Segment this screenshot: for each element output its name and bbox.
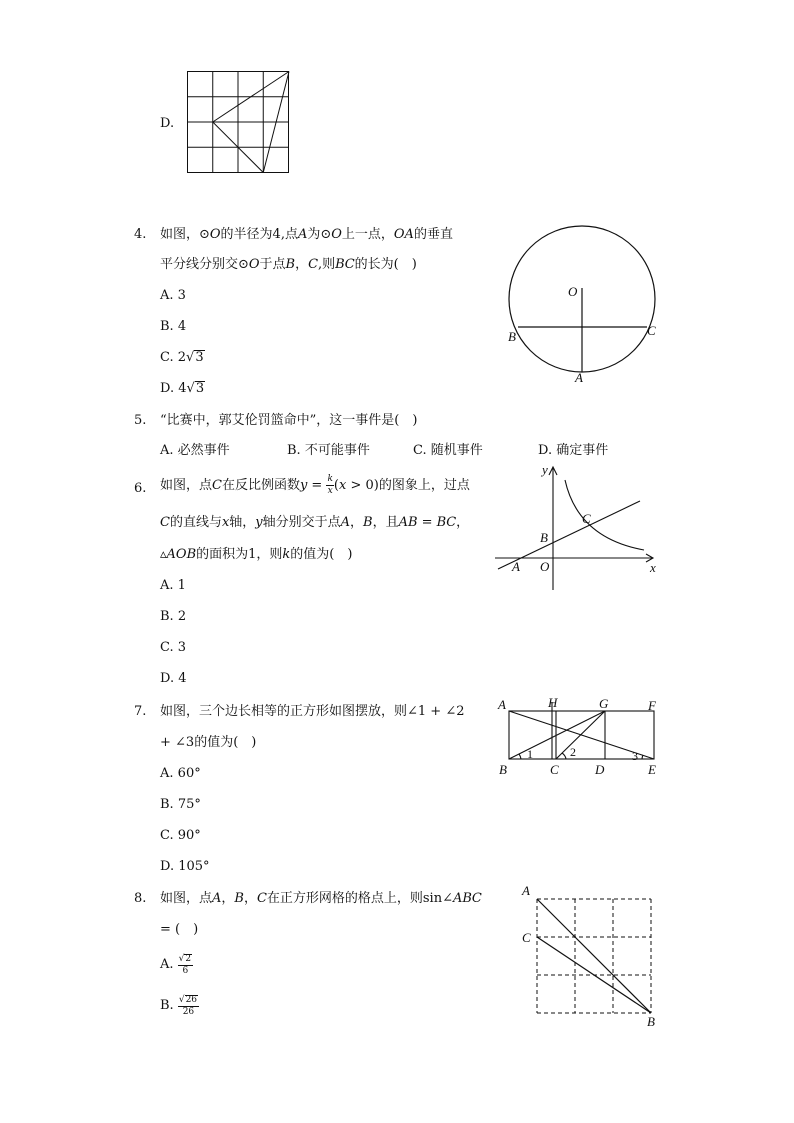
svg-text:2: 2 xyxy=(570,745,576,759)
svg-text:H: H xyxy=(548,695,558,710)
svg-text:O: O xyxy=(540,559,550,574)
q7-option-b: B. 75° xyxy=(160,797,201,812)
svg-text:x: x xyxy=(650,560,656,575)
svg-text:A: A xyxy=(498,697,506,712)
q8-stem-line1: 如图，点𝐴，𝐵，𝐶在正方形网格的格点上，则sin∠𝐴𝐵𝐶 xyxy=(160,891,482,906)
svg-text:y: y xyxy=(542,462,548,477)
q3-option-d-grid-figure xyxy=(187,71,290,174)
svg-text:E: E xyxy=(648,762,656,777)
q7-option-a: A. 60° xyxy=(160,766,201,781)
q7-squares-figure xyxy=(495,695,665,780)
q8-option-b: B. $\frac{√26}{26}$ xyxy=(160,994,198,1017)
svg-text:C: C xyxy=(550,762,559,777)
svg-text:B: B xyxy=(647,1014,655,1029)
svg-text:A: A xyxy=(575,370,583,385)
svg-text:1: 1 xyxy=(527,747,533,761)
q7-stem-line1: 如图，三个边长相等的正方形如图摆放，则∠1 + ∠2 xyxy=(160,704,465,719)
q4-stem-line2: 平分线分别交⊙𝑂于点𝐵，𝐶,则𝐵𝐶的长为( ) xyxy=(160,257,417,272)
q7-number: 7. xyxy=(134,704,147,719)
q8-option-a: A. $\frac{√2}{6}$ xyxy=(160,953,192,976)
svg-text:B: B xyxy=(508,329,516,344)
q7-stem-line2: + ∠3的值为( ) xyxy=(160,735,257,750)
q6-stem-line2: 𝐶的直线与𝑥轴，𝑦轴分别交于点𝐴，𝐵，且𝐴𝐵 = 𝐵𝐶， xyxy=(160,515,470,530)
svg-text:C: C xyxy=(522,930,531,945)
q6-stem-line3: ▵𝐴𝑂𝐵的面积为1，则𝑘的值为( ) xyxy=(160,547,353,562)
q5-option-d: D. 确定事件 xyxy=(538,443,609,458)
svg-text:C: C xyxy=(647,323,656,338)
q5-option-c: C. 随机事件 xyxy=(413,443,483,458)
svg-text:B: B xyxy=(499,762,507,777)
q5-option-b: B. 不可能事件 xyxy=(287,443,370,458)
q6-hyperbola-figure xyxy=(490,460,665,595)
q7-option-c: C. 90° xyxy=(160,828,201,843)
q6-option-a: A. 1 xyxy=(160,578,186,593)
q5-option-a: A. 必然事件 xyxy=(160,443,230,458)
svg-text:O: O xyxy=(568,284,578,299)
svg-text:B: B xyxy=(540,530,548,545)
q6-option-d: D. 4 xyxy=(160,671,187,686)
svg-text:A: A xyxy=(522,883,530,898)
svg-text:G: G xyxy=(599,696,609,711)
q4-number: 4. xyxy=(134,227,147,242)
q7-option-d: D. 105° xyxy=(160,859,210,874)
svg-text:A: A xyxy=(512,559,520,574)
svg-text:3: 3 xyxy=(632,749,638,763)
q6-option-b: B. 2 xyxy=(160,609,187,624)
q4-option-a: A. 3 xyxy=(160,288,186,303)
q3-option-d-label: D. xyxy=(160,116,175,131)
q6-fraction: $\frac{\text{𝑘}}{\text{𝑥}}$ xyxy=(327,474,333,496)
q4-option-d: D. 4√3 xyxy=(160,381,205,396)
q8-grid-figure xyxy=(515,880,665,1030)
svg-text:F: F xyxy=(648,698,656,713)
q6-option-c: C. 3 xyxy=(160,640,187,655)
q5-stem: “比赛中，郭艾伦罚篮命中”，这一事件是( ) xyxy=(160,413,418,428)
q6-number: 6. xyxy=(134,481,147,496)
q4-stem-line1: 如图，⊙𝑂的半径为4,点𝐴为⊙𝑂上一点，𝑂𝐴的垂直 xyxy=(160,227,453,242)
svg-text:D: D xyxy=(595,762,605,777)
q6-stem-line1: 如图，点𝐶在反比例函数𝑦 = $\frac{\text{𝑘}}{\text{𝑥}}$ (𝑥 > 0)的图象上，过点 xyxy=(160,474,470,496)
q8-number: 8. xyxy=(134,891,147,906)
svg-text:C: C xyxy=(582,511,591,526)
q4-option-c: C. 2√3 xyxy=(160,350,204,365)
q8-stem-line2: = ( ) xyxy=(160,922,199,937)
q4-option-b: B. 4 xyxy=(160,319,187,334)
q4-circle-figure xyxy=(500,218,670,388)
q5-number: 5. xyxy=(134,413,147,428)
